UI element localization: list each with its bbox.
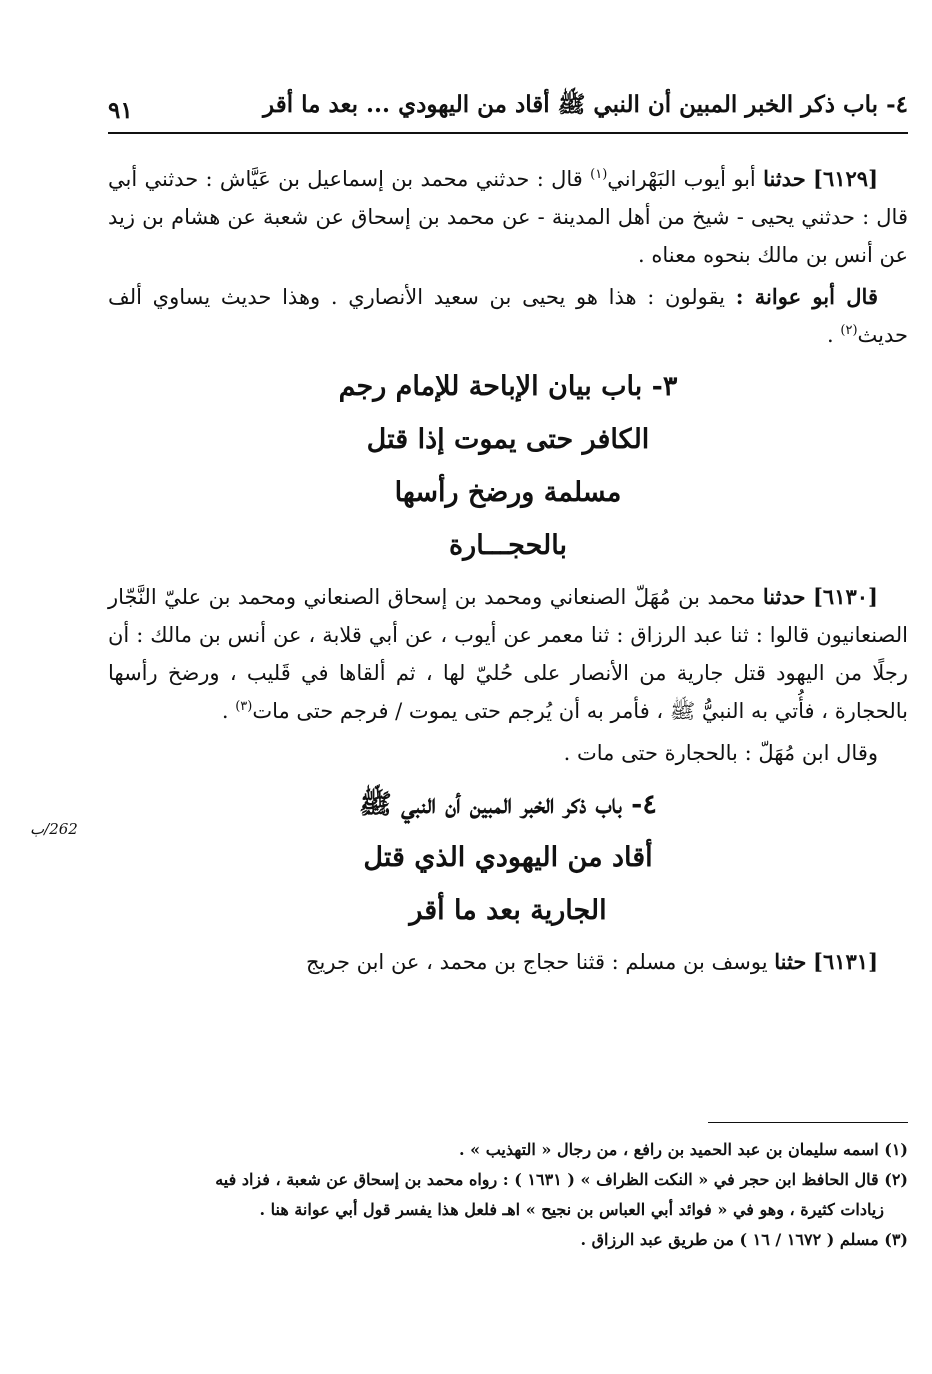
footnotes bbox=[108, 1135, 908, 1255]
comment-6130 bbox=[108, 734, 908, 772]
hadith-number: [٦١٣١] bbox=[813, 949, 878, 974]
footnote-1: (١) اسمه سليمان بن عبد الحميد بن رافع ، من رجال « التهذيب » . bbox=[459, 1140, 908, 1159]
chapter-3-heading bbox=[108, 360, 908, 572]
footnote-2-continuation: زيادات كثيرة ، وهو في « فوائد أبي العباس بن نجيح » اهـ فلعل هذا يفسر قول أبي عوانة هنا . bbox=[259, 1200, 884, 1219]
main-text bbox=[108, 160, 908, 985]
footnote-ref: (٢) bbox=[840, 323, 858, 338]
chapter-4-heading bbox=[108, 778, 908, 937]
footnote-2: (٢) قال الحافظ ابن حجر في « النكت الظراف » ( ١٦٣١ ) : رواه محمد بن إسحاق عن شعبة ، فزاد فيه bbox=[215, 1170, 908, 1189]
comment-text: . bbox=[827, 323, 834, 347]
hadith-lead: حدثنا bbox=[763, 166, 806, 191]
hadith-lead: حثنا bbox=[774, 949, 807, 974]
hadith-6131 bbox=[108, 943, 908, 981]
footnote-ref: (١) bbox=[590, 167, 608, 182]
chapter-line: أقاد من اليهودي الذي قتل bbox=[363, 842, 653, 873]
comment-text: يقولون : هذا هو يحيى بن سعيد الأنصاري . وهذا حديث يساوي ألف حديث bbox=[108, 285, 908, 347]
hadith-number: [٦١٢٩] bbox=[813, 166, 879, 191]
chapter-line: ٤- باب ذكر الخبر المبين أن النبي ﷺ bbox=[359, 789, 657, 820]
hadith-text: محمد بن مُهَلّ الصنعاني ومحمد بن إسحاق الصنعاني ومحمد بن عليّ النَّجّار الصنعانيون قالوا : ثنا عبد الرزاق : ثنا معمر عن أيوب ، عن أبي قلابة ، عن أنس بن مالك : أن رجلًا من اليهود قتل جارية من الأنصار على حُليّ لها ، ثم ألقاها في قَليب ، ورضخ رأسها بالحجارة ، فأُتي به النبيُّ ﷺ ، فأمر به أن يُرجم حتى يموت / فرجم حتى مات bbox=[108, 585, 908, 723]
footnote-3: (٣) مسلم ( ١٦٧٢ / ١٦ ) من طريق عبد الرزاق . bbox=[580, 1230, 908, 1249]
page-header bbox=[108, 82, 908, 134]
comment-text: وقال ابن مُهَلّ : بالحجارة حتى مات . bbox=[563, 741, 878, 765]
chapter-line: بالحجـــارة bbox=[449, 530, 567, 561]
footnote-ref: (٣) bbox=[235, 699, 253, 714]
comment-lead: قال أبو عوانة : bbox=[735, 284, 878, 309]
hadith-text: يوسف بن مسلم : قثنا حجاج بن محمد ، عن ابن جريج bbox=[305, 950, 768, 974]
chapter-line: الجارية بعد ما أقر bbox=[409, 895, 607, 926]
hadith-text: قال : حدثني محمد بن إسماعيل بن عَيَّاش : حدثني أبي قال : حدثني يحيى - شيخ من أهل المدينة - عن محمد بن إسحاق عن شعبة عن هشام بن زيد عن أنس بن مالك بنحوه معناه . bbox=[108, 167, 908, 267]
chapter-line: ٣- باب بيان الإباحة للإمام رجم bbox=[338, 371, 678, 402]
manuscript-folio-note: 262/ب bbox=[30, 820, 78, 838]
hadith-text: . bbox=[221, 699, 229, 723]
page-number: ٩١ bbox=[108, 97, 133, 124]
comment-6129 bbox=[108, 278, 908, 354]
hadith-text: أبو أيوب البَهْراني bbox=[607, 167, 756, 191]
chapter-line: الكافر حتى يموت إذا قتل bbox=[366, 424, 650, 455]
hadith-6129 bbox=[108, 160, 908, 274]
hadith-lead: حدثنا bbox=[762, 584, 806, 609]
hadith-6130 bbox=[108, 578, 908, 730]
chapter-line: مسلمة ورضخ رأسها bbox=[394, 477, 622, 508]
running-title: ٤- باب ذكر الخبر المبين أن النبي ﷺ أقاد من اليهودي ... بعد ما أقر bbox=[263, 91, 908, 118]
footnote-separator bbox=[708, 1122, 908, 1123]
hadith-number: [٦١٣٠] bbox=[812, 584, 878, 609]
